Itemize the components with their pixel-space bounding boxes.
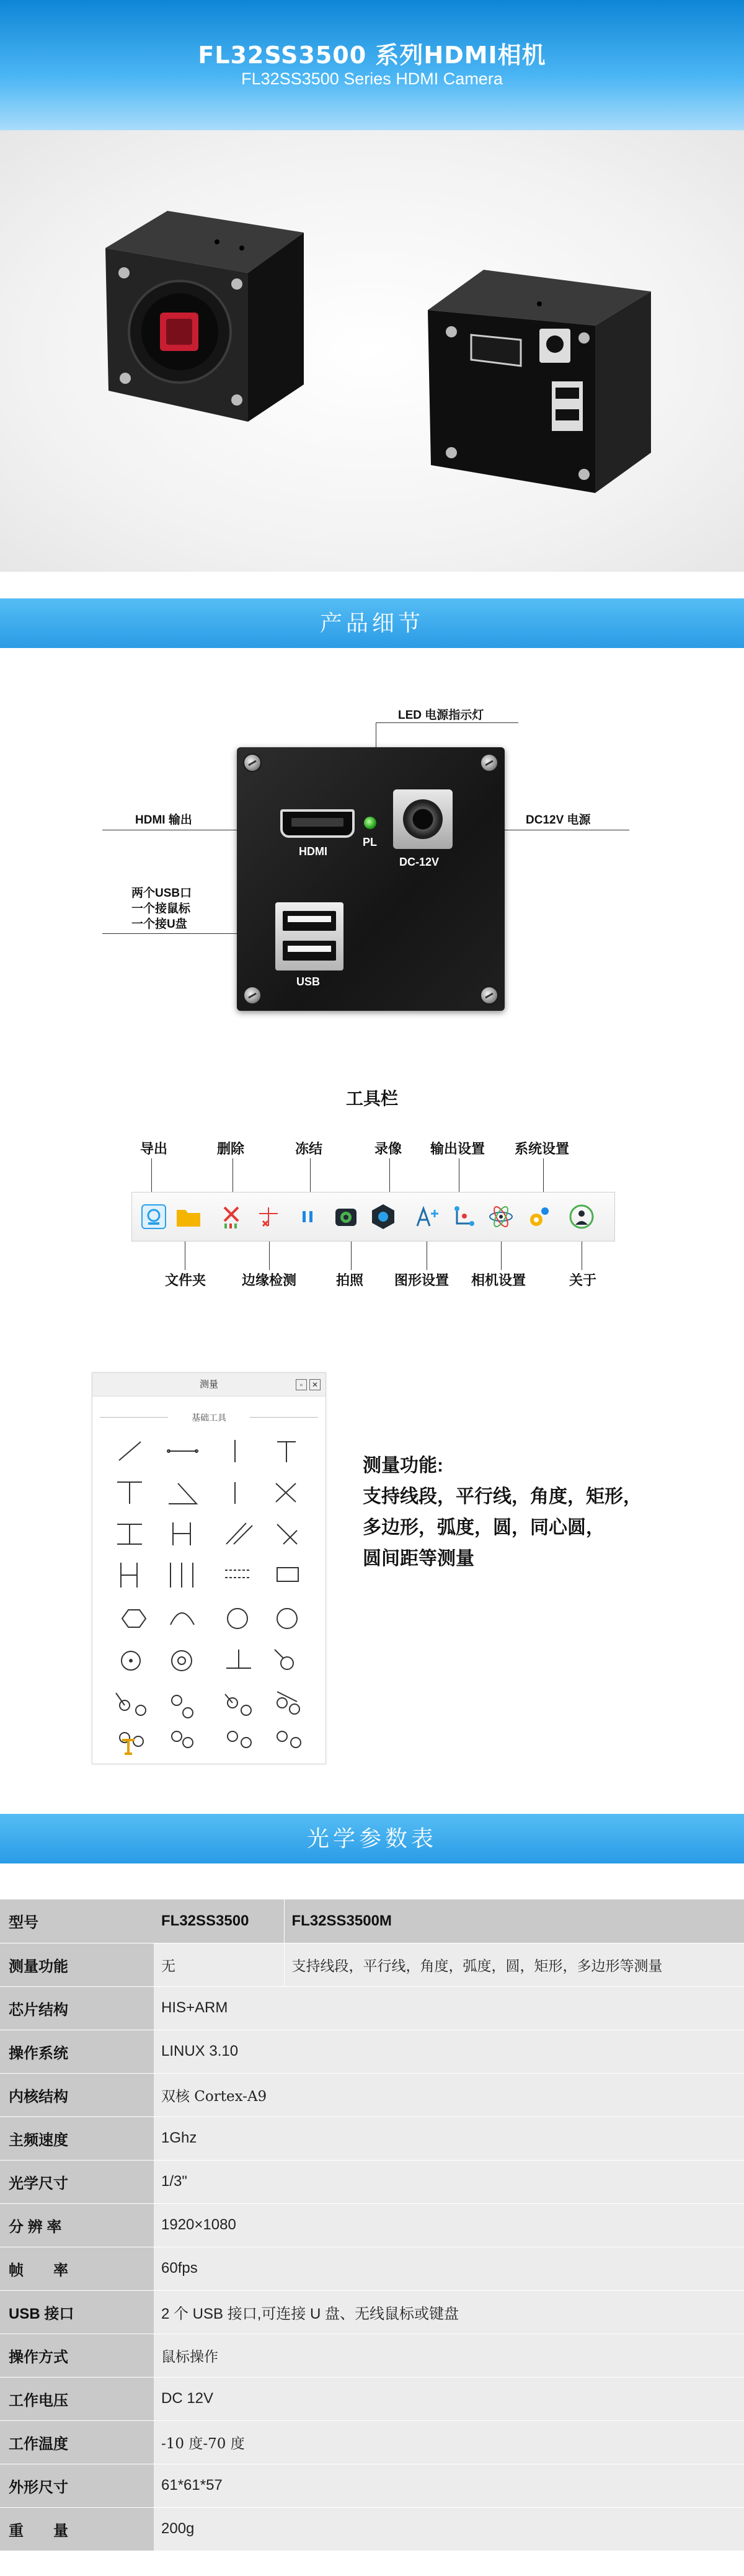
- section-bar-details: 产品细节: [0, 598, 744, 648]
- spec-value: 2 个 USB 接口,可连接 U 盘、无线鼠标或键盘: [154, 2290, 744, 2334]
- table-row: [0, 1986, 744, 2030]
- label-system-settings: 系统设置: [515, 1141, 570, 1157]
- point-line-distance-tool-icon: [226, 1650, 251, 1668]
- table-row: [0, 2073, 744, 2116]
- table-row: [0, 1899, 744, 1943]
- measure-group-title: 基础工具: [92, 1411, 326, 1424]
- spec-key: USB 接口: [0, 2290, 154, 2334]
- output-settings-icon[interactable]: [448, 1201, 479, 1232]
- spec-key: 外形尺寸: [0, 2464, 154, 2507]
- measure-dialog: [92, 1372, 326, 1764]
- spec-key: 分 辨 率: [0, 2203, 154, 2247]
- double-line-tool-icon: [121, 1563, 137, 1588]
- callout-hdmi: HDMI 输出: [135, 814, 192, 827]
- callout-line-led: [376, 722, 518, 723]
- circle-distance-3-tool-icon: [225, 1694, 251, 1715]
- export-icon[interactable]: [138, 1201, 169, 1232]
- label-output-settings: 输出设置: [430, 1141, 485, 1157]
- spec-value: 200g: [154, 2507, 744, 2551]
- double-vertical-tool-icon: [173, 1522, 190, 1545]
- callout-usb-2: 一个接鼠标: [131, 902, 191, 915]
- label-capture: 拍照: [336, 1272, 364, 1288]
- measure-features-line: 支持线段，平行线，角度，矩形，: [363, 1486, 642, 1507]
- camera-back-photo: [422, 267, 657, 502]
- label-edge-detect: 边缘检测: [242, 1272, 297, 1288]
- label-export: 导出: [140, 1141, 168, 1157]
- graphic-settings-icon[interactable]: [411, 1201, 442, 1232]
- label-camera-settings: 相机设置: [471, 1272, 526, 1288]
- power-led: [364, 817, 376, 829]
- usb-ports: [275, 902, 343, 970]
- table-row: [0, 2030, 744, 2073]
- toolbar-title: 工具栏: [345, 1089, 398, 1108]
- table-row: [0, 2464, 744, 2507]
- label-folder: 文件夹: [165, 1272, 206, 1288]
- table-row: [0, 2116, 744, 2160]
- spec-value: 双核 Cortex-A9: [154, 2073, 744, 2116]
- parallel-angle-tool-icon: [276, 1483, 296, 1502]
- spec-value: 鼠标操作: [154, 2334, 744, 2377]
- spec-key: 工作电压: [0, 2377, 154, 2420]
- spec-key: 测量功能: [0, 1943, 154, 1986]
- usb-label: USB: [296, 975, 321, 988]
- triple-line-tool-icon: [170, 1563, 193, 1588]
- spec-value: 1920×1080: [154, 2203, 744, 2247]
- horizontal-line-tool-icon: [167, 1450, 198, 1452]
- line-tool-icon: [119, 1442, 141, 1460]
- dc-label: DC-12V: [399, 856, 440, 868]
- two-circle-3-tool-icon: [228, 1731, 251, 1748]
- record-icon[interactable]: [368, 1201, 399, 1232]
- diagonal-tool-icon: [226, 1523, 252, 1544]
- label-delete: 删除: [217, 1141, 245, 1157]
- about-icon[interactable]: [566, 1201, 597, 1232]
- freeze-icon[interactable]: [292, 1201, 323, 1232]
- screw-icon: [480, 986, 498, 1005]
- hdmi-port: [280, 809, 355, 838]
- measure-dialog-title: 测量: [92, 1373, 326, 1397]
- spec-model-a: FL32SS3500: [154, 1899, 284, 1943]
- circle-three-point-tool-icon: [277, 1609, 297, 1628]
- close-icon[interactable]: ✕: [309, 1379, 321, 1390]
- system-settings-icon[interactable]: [523, 1201, 554, 1232]
- screw-icon: [243, 753, 262, 772]
- spec-value: 61*61*57: [154, 2464, 744, 2507]
- circle-distance-2-tool-icon: [172, 1695, 193, 1718]
- hdmi-port-label: HDMI: [299, 845, 327, 858]
- parallel-lines-tool-icon: [117, 1524, 142, 1544]
- slant-tool-icon: [277, 1524, 297, 1544]
- table-row: [0, 2377, 744, 2420]
- label-freeze: 冻结: [295, 1141, 323, 1157]
- spec-key: 帧 率: [0, 2247, 154, 2290]
- page-header: [0, 0, 744, 130]
- spec-value: 无: [154, 1943, 284, 1986]
- measure-features-line: 多边形，弧度，圆，同心圆，: [363, 1517, 604, 1538]
- camera-back-panel: [237, 747, 505, 1011]
- angle-tool-icon: [169, 1483, 197, 1504]
- page-subtitle: FL32SS3500 Series HDMI Camera: [241, 69, 503, 88]
- toolbar: [131, 1192, 615, 1241]
- table-row: [0, 2203, 744, 2247]
- dc-power-jack: [393, 789, 453, 849]
- circle-tool-icon: [228, 1609, 247, 1628]
- camera-front-photo: [93, 205, 316, 428]
- folder-icon[interactable]: [173, 1201, 204, 1232]
- measure-tools-grid[interactable]: [104, 1432, 316, 1755]
- label-about: 关于: [569, 1272, 597, 1288]
- spec-table: [0, 1899, 744, 2551]
- two-circle-2-tool-icon: [172, 1731, 193, 1748]
- spec-key: 操作系统: [0, 2030, 154, 2073]
- circle-line-tool-icon: [275, 1650, 293, 1669]
- table-row: [0, 2247, 744, 2290]
- spec-value: HIS+ARM: [154, 1986, 744, 2030]
- spec-key: 型号: [0, 1899, 154, 1943]
- measure-features: [363, 1450, 642, 1574]
- table-row: [0, 2420, 744, 2464]
- measure-features-line: 圆间距等测量: [363, 1548, 474, 1569]
- delete-icon[interactable]: [216, 1201, 247, 1232]
- screw-icon: [480, 753, 498, 772]
- dashed-tool-icon: [225, 1570, 251, 1578]
- callout-dc: DC12V 电源: [526, 814, 591, 827]
- table-row: [0, 2507, 744, 2551]
- spec-model-b: FL32SS3500M: [284, 1899, 744, 1943]
- table-row: [0, 1943, 744, 1986]
- spec-key: 主频速度: [0, 2116, 154, 2160]
- label-graphic-settings: 图形设置: [394, 1272, 450, 1288]
- dock-icon[interactable]: ▫: [296, 1379, 307, 1390]
- arc-tool-icon: [170, 1613, 194, 1625]
- spec-value: 1Ghz: [154, 2116, 744, 2160]
- spec-value: 1/3": [154, 2160, 744, 2203]
- spec-key: 操作方式: [0, 2334, 154, 2377]
- text-tool-icon[interactable]: [120, 1736, 137, 1756]
- page-title: FL32SS3500 系列HDMI相机: [198, 42, 546, 69]
- spec-value: DC 12V: [154, 2377, 744, 2420]
- spec-value: 支持线段，平行线，角度，弧度，圆，矩形，多边形等测量: [284, 1943, 744, 1986]
- rectangle-tool-icon: [277, 1568, 298, 1581]
- spec-key: 芯片结构: [0, 1986, 154, 2030]
- spec-value: -10 度-70 度: [154, 2420, 744, 2464]
- circle-center-tool-icon: [122, 1651, 140, 1670]
- spec-key: 内核结构: [0, 2073, 154, 2116]
- table-row: [0, 2160, 744, 2203]
- table-row: [0, 2290, 744, 2334]
- pl-label: PL: [363, 836, 378, 848]
- spec-value: 60fps: [154, 2247, 744, 2290]
- table-row: [0, 2334, 744, 2377]
- circle-distance-tool-icon: [116, 1693, 146, 1715]
- callout-led: LED 电源指示灯: [398, 709, 484, 722]
- perpendicular-tool-icon: [277, 1442, 296, 1462]
- callout-usb-3: 一个接U盘: [131, 918, 187, 931]
- two-circle-4-tool-icon: [277, 1731, 301, 1748]
- edge-detect-icon[interactable]: [253, 1201, 284, 1232]
- spec-value: LINUX 3.10: [154, 2030, 744, 2073]
- spec-key: 光学尺寸: [0, 2160, 154, 2203]
- capture-icon[interactable]: [330, 1201, 361, 1232]
- product-photos: [0, 130, 744, 572]
- concentric-circle-tool-icon: [172, 1651, 192, 1671]
- circle-distance-4-tool-icon: [277, 1692, 299, 1714]
- section-bar-optics: 光学参数表: [0, 1814, 744, 1863]
- polygon-tool-icon: [122, 1610, 146, 1627]
- measure-features-heading: 测量功能:: [363, 1455, 443, 1476]
- t-line-tool-icon: [117, 1482, 142, 1504]
- screw-icon: [243, 986, 262, 1005]
- callout-usb-1: 两个USB口: [131, 887, 192, 900]
- camera-settings-icon[interactable]: [485, 1201, 516, 1232]
- spec-key: 重 量: [0, 2507, 154, 2551]
- spec-key: 工作温度: [0, 2420, 154, 2464]
- label-record: 录像: [374, 1141, 402, 1157]
